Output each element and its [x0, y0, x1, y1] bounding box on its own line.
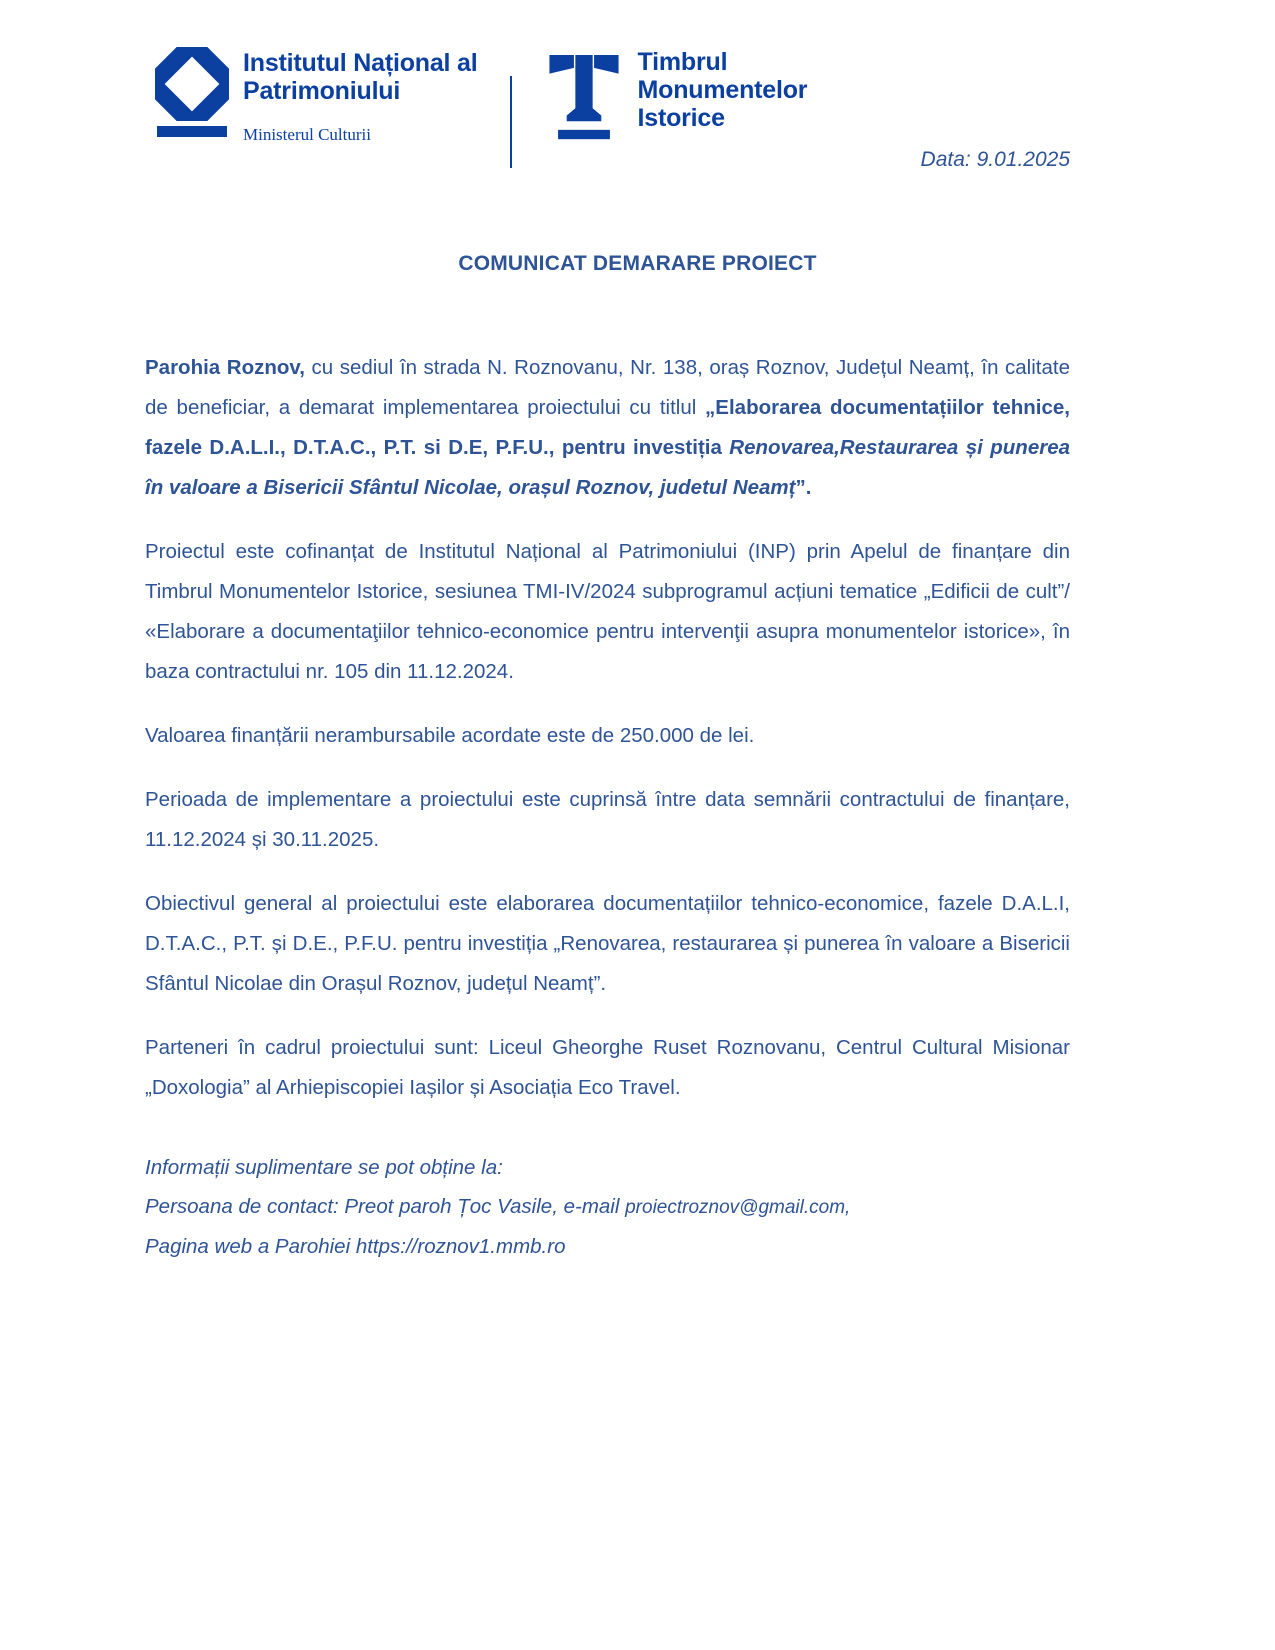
- paragraph-grant-value: Valoarea finanțării nerambursabile acordate este de 250.000 de lei.: [145, 723, 755, 747]
- octagon-diamond-logo-icon: [155, 47, 229, 143]
- contact-email[interactable]: proiectroznov@gmail.com,: [625, 1197, 851, 1219]
- contact-website[interactable]: Pagina web a Parohiei https://roznov1.mmb.ro: [145, 1235, 566, 1259]
- inp-subtitle: Ministerul Culturii: [243, 125, 371, 144]
- tmi-title-line1: Timbrul: [637, 48, 728, 76]
- document-body: [0, 348, 1275, 1267]
- tmi-logo: [548, 48, 808, 144]
- document-header: [0, 0, 1275, 144]
- project-title-italic: Renovarea,Restaurarea și punerea în valoare a Bisericii Sfântul Nicolae, orașul Roznov, judetul Neamț: [145, 435, 1070, 499]
- contact-person: [145, 1187, 1070, 1227]
- paragraph-intro-text-1: cu sediul în strada N. Roznovanu, Nr. 138, oraș Roznov, Județul Neamț, în calitate de beneficiar, a demarat implementarea proiectului cu titlul: [145, 356, 1070, 419]
- inp-logo: [155, 47, 478, 145]
- paragraph-implementation-period: Perioada de implementare a proiectului este cuprinsă între data semnării contractului de finanțare, 11.12.2024 și 30.11.2025.: [145, 787, 1070, 851]
- tmi-title-line3: Istorice: [637, 104, 725, 132]
- contact-person-label: Persoana de contact: Preot paroh Țoc Vasile, e-mail: [145, 1195, 626, 1219]
- inp-logo-bar: [157, 126, 227, 137]
- tmi-title-line2: Monumentelor: [637, 76, 808, 104]
- paragraph-intro: [145, 348, 1070, 508]
- paragraph-intro-text-2: ”.: [795, 475, 812, 499]
- header-divider: [510, 76, 512, 168]
- project-title-bold: „Elaborarea documentațiilor tehnice, fazele D.A.L.I., D.T.A.C., P.T. si D.E, P.F.U., pentru investiția: [145, 395, 1071, 459]
- contact-intro: Informații suplimentare se pot obține la:: [145, 1155, 503, 1179]
- tmi-logo-text: [638, 48, 808, 132]
- page-title: COMUNICAT DEMARARE PROIECT: [458, 252, 817, 275]
- inp-title-line1: Institutul Național al: [243, 49, 478, 77]
- document-date: Data: 9.01.2025: [920, 148, 1070, 171]
- contact-section: [145, 1148, 1070, 1268]
- beneficiary-name: Parohia Roznov,: [145, 356, 305, 379]
- paragraph-objective: Obiectivul general al proiectului este elaborarea documentațiilor tehnico-economice, fazele D.A.L.I, D.T.A.C., P.T. și D.E., P.F.U. pentru investiția „Renovarea, restaurarea și punerea în valoare a Bisericii Sfântul Nicolae din Orașul Roznov, județul Neamț”.: [145, 891, 1070, 995]
- inp-logo-text: [243, 47, 478, 145]
- column-t-logo-icon: [548, 48, 620, 144]
- paragraph-partners: Parteneri în cadrul proiectului sunt: Liceul Gheorghe Ruset Roznovanu, Centrul Cultural Misionar „Doxologia” al Arhiepiscopiei Iașilor și Asociația Eco Travel.: [145, 1035, 1070, 1099]
- paragraph-financing: Proiectul este cofinanțat de Institutul Național al Patrimoniului (INP) prin Apelul de finanțare din Timbrul Monumentelor Istorice, sesiunea TMI-IV/2024 subprogramul acțiuni tematice „Edificii de cult”/ «Elaborare a documentaţiilor tehnico-economice pentru intervenţii asupra monumentelor istorice», în baza contractului nr. 105 din 11.12.2024.: [145, 539, 1070, 683]
- inp-title-line2: Patrimoniului: [243, 77, 401, 105]
